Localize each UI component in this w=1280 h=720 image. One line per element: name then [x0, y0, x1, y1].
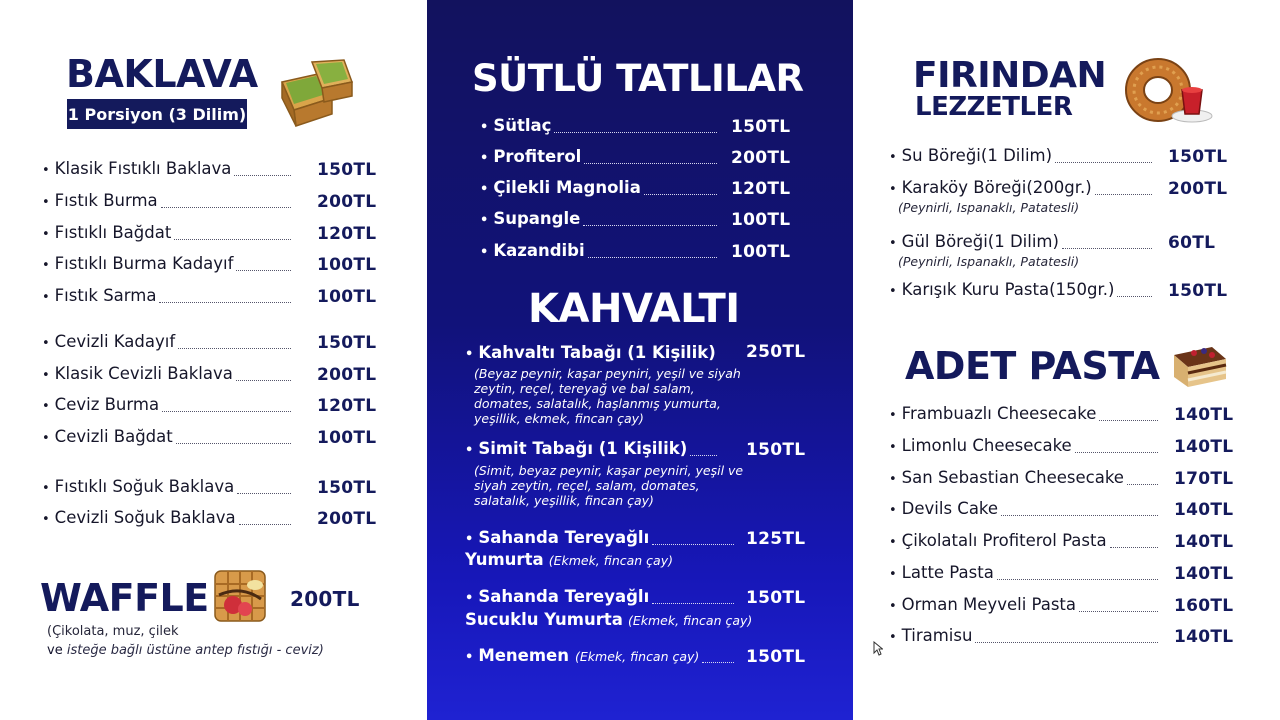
- kahvalti-item-desc: (Simit, beyaz peynir, kaşar peyniri, yeşil ve siyah zeytin, reçel, salam, domates, salatalık, yeşillik, fincan çay): [474, 463, 744, 508]
- firindan-item-price: 150TL: [1168, 147, 1228, 167]
- kahvalti-item-name2: Sucuklu Yumurta: [465, 610, 623, 629]
- pasta-item[interactable]: • Orman Meyveli Pasta: [889, 595, 1161, 617]
- pasta-item-name: Çikolatalı Profiterol Pasta: [901, 531, 1107, 550]
- kahvalti-item-name2: Yumurta: [465, 550, 544, 569]
- leader-dots: [236, 270, 291, 271]
- baklava-title: BAKLAVA: [66, 52, 258, 96]
- baklava-item-price: 120TL: [317, 396, 377, 416]
- sutlu-item-name: Supangle: [493, 209, 581, 228]
- baklava-item[interactable]: • Cevizli Bağdat: [42, 427, 294, 449]
- baklava-item-name: Klasik Fıstıklı Baklava: [54, 159, 232, 178]
- baklava-item-price: 100TL: [317, 428, 377, 448]
- baklava-item-price: 100TL: [317, 255, 377, 275]
- baklava-item-name: Fıstıklı Burma Kadayıf: [54, 254, 234, 273]
- kahvalti-item-price: 150TL: [746, 440, 806, 460]
- sutlu-item-price: 100TL: [731, 210, 791, 230]
- baklava-item[interactable]: • Cevizli Soğuk Baklava: [42, 508, 294, 530]
- waffle-note-ve: ve: [47, 643, 63, 658]
- leader-dots: [176, 443, 291, 444]
- firindan-item-extra: (150gr.): [1049, 280, 1115, 299]
- sutlu-item-name: Profiterol: [493, 147, 582, 166]
- firindan-title-line1: FIRINDAN: [913, 55, 1107, 96]
- waffle-price: 200TL: [290, 587, 360, 611]
- adet-pasta-title: ADET PASTA: [905, 344, 1160, 388]
- firindan-item-name: Karaköy Böreği: [901, 178, 1027, 197]
- pasta-item-name: Frambuazlı Cheesecake: [901, 404, 1097, 423]
- sutlu-item[interactable]: • Kazandibi: [480, 241, 720, 263]
- kahvalti-item[interactable]: • Sahanda Tereyağlı: [465, 587, 737, 609]
- baklava-item[interactable]: • Cevizli Kadayıf: [42, 332, 294, 354]
- leader-dots: [234, 175, 291, 176]
- sutlu-item-price: 120TL: [731, 179, 791, 199]
- kahvalti-item-price: 250TL: [746, 342, 806, 362]
- firindan-item[interactable]: • Karışık Kuru Pasta (150gr.): [889, 280, 1155, 302]
- pasta-item[interactable]: • Tiramisu: [889, 626, 1161, 648]
- pasta-item-name: Devils Cake: [901, 499, 999, 518]
- baklava-item[interactable]: • Klasik Fıstıklı Baklava: [42, 159, 294, 181]
- kahvalti-item-name: Simit Tabağı (1 Kişilik): [478, 439, 688, 458]
- sutlu-title: SÜTLÜ TATLILAR: [472, 57, 804, 100]
- pasta-item-name: Latte Pasta: [901, 563, 994, 582]
- leader-dots: [584, 163, 717, 164]
- leader-dots: [997, 579, 1158, 580]
- leader-dots: [1110, 547, 1158, 548]
- sutlu-item-name: Sütlaç: [493, 116, 552, 135]
- baklava-item-price: 150TL: [317, 478, 377, 498]
- firindan-item-price: 150TL: [1168, 281, 1228, 301]
- baklava-item-name: Fıstıklı Soğuk Baklava: [54, 477, 235, 496]
- baklava-item-name: Fıstık Burma: [54, 191, 158, 210]
- pasta-item-name: San Sebastian Cheesecake: [901, 468, 1124, 487]
- waffle-icon: [211, 565, 273, 627]
- leader-dots: [1001, 515, 1158, 516]
- pasta-item-name: Tiramisu: [901, 626, 973, 645]
- leader-dots: [237, 493, 291, 494]
- baklava-item-name: Fıstık Sarma: [54, 286, 157, 305]
- pasta-item[interactable]: • San Sebastian Cheesecake: [889, 468, 1161, 490]
- baklava-icon: [272, 52, 356, 130]
- kahvalti-item-name: Sahanda Tereyağlı: [478, 587, 650, 606]
- leader-dots: [554, 132, 717, 133]
- kahvalti-item-desc: (Beyaz peynir, kaşar peyniri, yeşil ve siyah zeytin, reçel, tereyağ ve bal salam, domates, salatalık, haşlanmış yumurta, yeşillik, ekmek, fincan çay): [474, 366, 741, 426]
- baklava-item[interactable]: • Ceviz Burma: [42, 395, 294, 417]
- pasta-item-price: 140TL: [1174, 405, 1234, 425]
- leader-dots: [1079, 611, 1158, 612]
- sutlu-item[interactable]: • Profiterol: [480, 147, 720, 169]
- sutlu-item-price: 150TL: [731, 117, 791, 137]
- pasta-item-price: 170TL: [1174, 469, 1234, 489]
- pasta-item-price: 160TL: [1174, 596, 1234, 616]
- kahvalti-item-price: 125TL: [746, 529, 806, 549]
- sutlu-item-price: 200TL: [731, 148, 791, 168]
- sutlu-item-name: Çilekli Magnolia: [493, 178, 641, 197]
- baklava-item[interactable]: • Fıstıklı Burma Kadayıf: [42, 254, 294, 276]
- leader-dots: [1062, 248, 1152, 249]
- baklava-item-price: 200TL: [317, 509, 377, 529]
- leader-dots: [1075, 452, 1158, 453]
- kahvalti-item-sub: (Ekmek, fincan çay): [627, 613, 753, 628]
- firindan-title-line2: LEZZETLER: [915, 92, 1073, 122]
- firindan-item[interactable]: • Su Böreği (1 Dilim): [889, 146, 1155, 168]
- kahvalti-item[interactable]: • Kahvaltı Tabağı (1 Kişilik): [465, 343, 716, 362]
- baklava-item[interactable]: • Fıstıklı Soğuk Baklava: [42, 477, 294, 499]
- leader-dots: [1055, 162, 1152, 163]
- kahvalti-item-name: Menemen: [478, 646, 569, 665]
- leader-dots: [161, 207, 291, 208]
- firindan-item-extra: (200gr.): [1026, 178, 1092, 197]
- firindan-item[interactable]: • Gül Böreği (1 Dilim): [889, 232, 1155, 254]
- firindan-item-name: Karışık Kuru Pasta: [901, 280, 1050, 299]
- kahvalti-item-sub: (Ekmek, fincan çay): [575, 649, 700, 664]
- baklava-item-price: 200TL: [317, 365, 377, 385]
- sutlu-item-price: 100TL: [731, 242, 791, 262]
- pasta-item-price: 140TL: [1174, 500, 1234, 520]
- leader-dots: [1095, 194, 1152, 195]
- sutlu-item[interactable]: • Çilekli Magnolia: [480, 178, 720, 200]
- baklava-item[interactable]: • Fıstıklı Bağdat: [42, 223, 294, 245]
- pasta-item-name: Limonlu Cheesecake: [901, 436, 1072, 455]
- waffle-note-line2: isteğe bağlı üstüne antep fıstığı - ceviz): [66, 643, 324, 658]
- sutlu-item[interactable]: • Supangle: [480, 209, 720, 231]
- firindan-item-price: 60TL: [1168, 233, 1216, 253]
- kahvalti-item[interactable]: • Simit Tabağı (1 Kişilik): [465, 439, 720, 461]
- firindan-item-note: (Peynirli, Ispanaklı, Patatesli): [898, 200, 1080, 215]
- firindan-item-extra: (1 Dilim): [980, 146, 1053, 165]
- leader-dots: [975, 642, 1158, 643]
- firindan-item-price: 200TL: [1168, 179, 1228, 199]
- kahvalti-item-name: Sahanda Tereyağlı: [478, 528, 650, 547]
- pasta-item-price: 140TL: [1174, 564, 1234, 584]
- leader-dots: [239, 524, 291, 525]
- pasta-item-price: 140TL: [1174, 532, 1234, 552]
- sutlu-item[interactable]: • Sütlaç: [480, 116, 720, 138]
- baklava-item-price: 150TL: [317, 333, 377, 353]
- kahvalti-title: KAHVALTI: [528, 286, 740, 332]
- baklava-item[interactable]: • Fıstık Sarma: [42, 286, 294, 308]
- firindan-item-note: (Peynirli, Ispanaklı, Patatesli): [898, 254, 1080, 269]
- kahvalti-item-price: 150TL: [746, 647, 806, 667]
- baklava-item-name: Klasik Cevizli Baklava: [54, 364, 233, 383]
- pasta-item[interactable]: • Devils Cake: [889, 499, 1161, 521]
- pasta-item[interactable]: • Çikolatalı Profiterol Pasta: [889, 531, 1161, 553]
- baklava-item-price: 100TL: [317, 287, 377, 307]
- leader-dots: [1117, 296, 1152, 297]
- simit-tea-icon: [1122, 52, 1214, 126]
- pasta-item-price: 140TL: [1174, 437, 1234, 457]
- leader-dots: [583, 225, 717, 226]
- kahvalti-item[interactable]: • Sahanda Tereyağlı: [465, 528, 737, 550]
- mouse-cursor-icon: [873, 641, 883, 660]
- pasta-item[interactable]: • Limonlu Cheesecake: [889, 436, 1161, 458]
- leader-dots: [1127, 484, 1158, 485]
- firindan-item-name: Gül Böreği: [901, 232, 988, 251]
- kahvalti-item-sub: (Ekmek, fincan çay): [548, 553, 673, 568]
- leader-dots: [588, 257, 717, 258]
- baklava-item-price: 200TL: [317, 192, 377, 212]
- firindan-item-extra: (1 Dilim): [987, 232, 1059, 251]
- baklava-item-name: Cevizli Soğuk Baklava: [54, 508, 236, 527]
- leader-dots: [1099, 420, 1158, 421]
- baklava-item-name: Ceviz Burma: [54, 395, 160, 414]
- firindan-item-name: Su Böreği: [901, 146, 981, 165]
- waffle-note-line1: (Çikolata, muz, çilek: [47, 624, 179, 639]
- firindan-item[interactable]: • Karaköy Böreği (200gr.): [889, 178, 1155, 200]
- kahvalti-item[interactable]: • Menemen (Ekmek, fincan çay): [465, 646, 737, 668]
- sutlu-item-name: Kazandibi: [493, 241, 585, 260]
- baklava-item-price: 120TL: [317, 224, 377, 244]
- kahvalti-item-name: Kahvaltı Tabağı (1 Kişilik): [478, 343, 716, 362]
- kahvalti-item-price: 150TL: [746, 588, 806, 608]
- leader-dots: [178, 348, 291, 349]
- baklava-item-name: Cevizli Kadayıf: [54, 332, 176, 351]
- leader-dots: [236, 380, 291, 381]
- baklava-item[interactable]: • Fıstık Burma: [42, 191, 294, 213]
- baklava-item-name: Fıstıklı Bağdat: [54, 223, 172, 242]
- pasta-item[interactable]: • Frambuazlı Cheesecake: [889, 404, 1161, 426]
- leader-dots: [644, 194, 717, 195]
- leader-dots: [162, 411, 291, 412]
- cake-icon: [1168, 333, 1230, 391]
- leader-dots: [159, 302, 291, 303]
- leader-dots: [174, 239, 291, 240]
- baklava-item-price: 150TL: [317, 160, 377, 180]
- baklava-item-name: Cevizli Bağdat: [54, 427, 173, 446]
- pasta-item-name: Orman Meyveli Pasta: [901, 595, 1077, 614]
- baklava-item[interactable]: • Klasik Cevizli Baklava: [42, 364, 294, 386]
- pasta-item-price: 140TL: [1174, 627, 1234, 647]
- portion-badge: 1 Porsiyon (3 Dilim): [67, 99, 247, 129]
- pasta-item[interactable]: • Latte Pasta: [889, 563, 1161, 585]
- waffle-title: WAFFLE: [40, 576, 209, 620]
